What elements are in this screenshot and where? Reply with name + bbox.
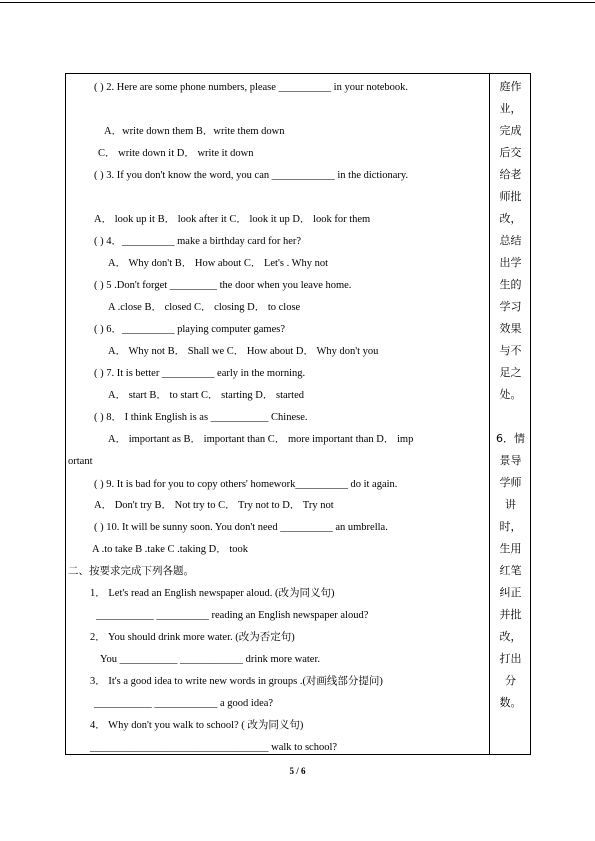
note-line	[490, 406, 531, 428]
note-line: 学师	[499, 476, 522, 489]
exercise-line: 3． It's a good idea to write new words in groups .(对画线部分提问)	[90, 676, 383, 687]
exercise-line: ( ) 3. If you don't know the word, you can ____________ in the dictionary.	[94, 170, 409, 181]
exercise-line: A． look up it B． look after it C． look it up D． look for them	[94, 214, 371, 225]
exercise-line: A .to take B .take C .taking D． took	[92, 544, 249, 555]
note-line: 完成	[499, 124, 522, 137]
note-line: 效果	[499, 322, 522, 335]
note-line: 给老	[499, 168, 522, 181]
note-line: 改，	[499, 212, 522, 225]
note-line: 分	[505, 674, 516, 687]
exercise-line: ( ) 10. It will be sunny soon. You don't need __________ an umbrella.	[94, 522, 388, 533]
note-line: 生用	[499, 542, 522, 555]
note-line: 纠正	[499, 586, 522, 599]
note-line: 6．情	[496, 432, 525, 445]
exercise-line: ( ) 8． I think English is as ___________ Chinese.	[94, 412, 308, 423]
exercise-line: ( ) 5 .Don't forget _________ the door when you leave home.	[94, 280, 352, 291]
exercise-line: __________________________________ walk to school?	[90, 742, 338, 753]
page-number: 5 / 6	[289, 766, 306, 776]
note-line: 总结	[499, 234, 522, 247]
exercise-line: ( ) 4．__________ make a birthday card for her?	[94, 236, 302, 247]
exercise-line: A． start B． to start C． starting D． started	[108, 390, 304, 401]
note-line: 后交	[499, 146, 522, 159]
exercise-line: C． write down it D． write it down	[98, 148, 254, 159]
exercise-line: A．write down them B．write them down	[104, 126, 285, 137]
note-line: 生的	[499, 278, 522, 291]
note-line: 数。	[499, 696, 522, 709]
note-line: 庭作	[499, 80, 522, 93]
note-line: 并批	[499, 608, 522, 621]
exercise-line: A． Why not B． Shall we C． How about D． Why don't you	[108, 346, 379, 357]
note-line: 红笔	[499, 564, 522, 577]
exercise-line: ( ) 6．__________ playing computer games?	[94, 324, 285, 335]
note-line: 业，	[499, 102, 522, 115]
exercise-line: 4． Why don't you walk to school? ( 改为同义句)	[90, 720, 304, 731]
note-line: 打出	[499, 652, 522, 665]
teacher-notes-column	[490, 76, 531, 714]
note-line: 出学	[499, 256, 522, 269]
exercise-line: ortant	[68, 456, 93, 467]
exercise-line: You ___________ ____________ drink more water.	[100, 654, 321, 665]
exercise-line: A． important as B． important than C． more important than D． imp	[108, 434, 414, 445]
exercise-line: A .close B． closed C． closing D． to close	[108, 302, 301, 313]
exercise-line: 2． You should drink more water. (改为否定句)	[90, 632, 295, 643]
exercise-line: ( ) 9. It is bad for you to copy others' homework__________ do it again.	[94, 479, 398, 490]
exercise-line: 1． Let's read an English newspaper aloud. (改为同义句)	[90, 588, 335, 599]
exercise-line: ___________ __________ reading an English newspaper aloud?	[96, 610, 369, 621]
exercise-line: A． Don't try B． Not try to C． Try not to D． Try not	[94, 500, 334, 511]
note-line: 足之	[499, 366, 522, 379]
note-line: 景导	[499, 454, 522, 467]
exercise-line: ___________ ____________ a good idea?	[94, 698, 274, 709]
note-line: 处。	[499, 388, 522, 401]
top-rule	[0, 2, 595, 3]
note-line: 学习	[499, 300, 522, 313]
note-line: 讲	[505, 498, 516, 511]
note-line: 师批	[499, 190, 522, 203]
note-line: 与不	[499, 344, 522, 357]
note-line: 改，	[499, 630, 522, 643]
exercise-line: ( ) 2. Here are some phone numbers, please __________ in your notebook.	[94, 82, 409, 93]
exercise-line: 二、按要求完成下列各题。	[68, 566, 194, 577]
exercise-line: ( ) 7. It is better __________ early in the morning.	[94, 368, 306, 379]
exercise-line: A． Why don't B． How about C． Let's . Why not	[108, 258, 329, 269]
note-line: 时，	[499, 520, 522, 533]
